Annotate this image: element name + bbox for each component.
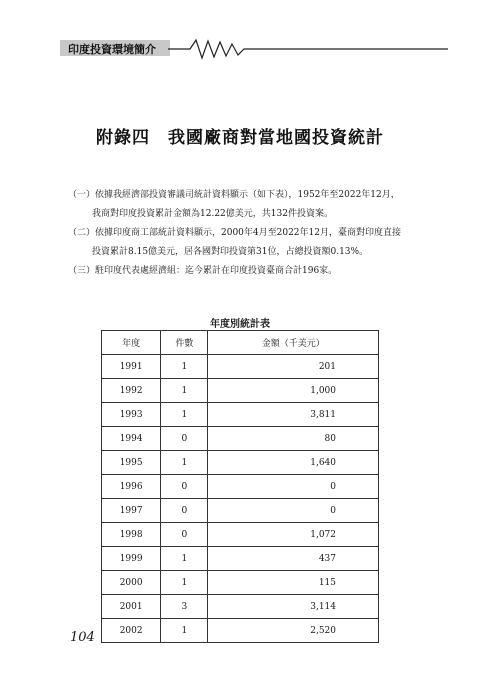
page-number: 104	[70, 630, 95, 645]
statement-line: （一）依據我經濟部投資審議司統計資料顯示（如下表），1952年至2022年12月，	[68, 190, 400, 200]
yearly-stats-table	[101, 330, 379, 643]
cell-count: 1	[161, 403, 208, 427]
cell-amount: 0	[208, 499, 379, 523]
cell-amount: 1,072	[208, 523, 379, 547]
table-row	[102, 355, 379, 379]
cell-amount: 80	[208, 427, 379, 451]
table-row	[102, 523, 379, 547]
table-row	[102, 499, 379, 523]
cell-count: 0	[161, 475, 208, 499]
statement-line: 我商對印度投資累計金額為12.22億美元，共132件投資案。	[92, 209, 333, 219]
running-header	[60, 36, 440, 62]
statement-line: （三）駐印度代表處經濟組：迄今累計在印度投資臺商合計196家。	[68, 266, 338, 276]
cell-count: 1	[161, 547, 208, 571]
cell-amount: 3,811	[208, 403, 379, 427]
table-row	[102, 451, 379, 475]
cell-year: 1999	[102, 547, 161, 571]
cell-year: 1993	[102, 403, 161, 427]
cell-amount: 115	[208, 571, 379, 595]
cell-year: 2001	[102, 595, 161, 619]
header-wave-decoration	[168, 36, 448, 62]
column-header-year: 年度	[102, 331, 161, 355]
statement-item	[68, 186, 448, 224]
cell-amount: 1,640	[208, 451, 379, 475]
table-row	[102, 595, 379, 619]
cell-year: 1995	[102, 451, 161, 475]
table-row	[102, 379, 379, 403]
cell-count: 1	[161, 619, 208, 643]
header-title: 印度投資環境簡介	[68, 43, 156, 56]
statement-line: （二）依據印度商工部統計資料顯示，2000年4月至2022年12月，臺商對印度直接	[68, 228, 401, 238]
table-row	[102, 547, 379, 571]
appendix-title: 附錄四 我國廠商對當地國投資統計	[96, 128, 384, 148]
cell-count: 1	[161, 379, 208, 403]
cell-amount: 1,000	[208, 379, 379, 403]
cell-amount: 437	[208, 547, 379, 571]
statement-line: 投資累計8.15億美元，居各國對印投資第31位，占總投資額0.13%。	[92, 247, 369, 257]
table-row	[102, 619, 379, 643]
column-header-count: 件數	[161, 331, 208, 355]
table-row	[102, 403, 379, 427]
table-body	[102, 355, 379, 643]
cell-count: 0	[161, 523, 208, 547]
cell-count: 3	[161, 595, 208, 619]
statement-list	[68, 186, 448, 281]
table-row	[102, 571, 379, 595]
cell-amount: 3,114	[208, 595, 379, 619]
cell-year: 2000	[102, 571, 161, 595]
cell-amount: 2,520	[208, 619, 379, 643]
cell-year: 1991	[102, 355, 161, 379]
cell-amount: 0	[208, 475, 379, 499]
table-header-row	[102, 331, 379, 355]
table-title: 年度別統計表	[210, 319, 270, 330]
cell-count: 1	[161, 451, 208, 475]
cell-amount: 201	[208, 355, 379, 379]
statement-item	[68, 262, 448, 281]
statement-item	[68, 224, 448, 262]
cell-year: 1997	[102, 499, 161, 523]
cell-year: 1992	[102, 379, 161, 403]
cell-count: 1	[161, 571, 208, 595]
cell-year: 1998	[102, 523, 161, 547]
cell-count: 0	[161, 427, 208, 451]
table-row	[102, 427, 379, 451]
cell-year: 2002	[102, 619, 161, 643]
column-header-amount: 金額（千美元）	[208, 331, 379, 355]
cell-count: 0	[161, 499, 208, 523]
cell-year: 1994	[102, 427, 161, 451]
table-row	[102, 475, 379, 499]
cell-year: 1996	[102, 475, 161, 499]
cell-count: 1	[161, 355, 208, 379]
